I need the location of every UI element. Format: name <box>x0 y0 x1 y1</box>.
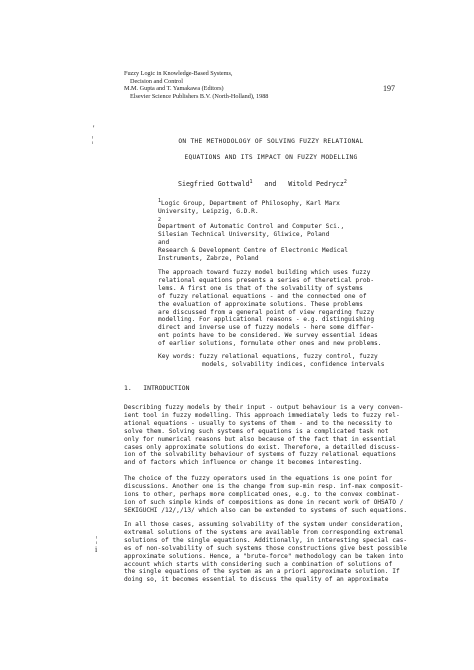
abstract <box>158 269 420 348</box>
paragraph-line: and of factors which influence or change it becomes interesting. <box>124 459 363 467</box>
body-paragraph <box>124 521 424 584</box>
abstract-line: direct and inverse use of fuzzy models - here some differ- <box>158 324 375 332</box>
abstract-line: ent points have to be considered. We survey essential ideas <box>158 332 378 340</box>
paragraph-line: es of non-solvability of such systems those constructions give best possible <box>124 544 408 552</box>
paragraph-line: ion of such simple kinds of compositions as done in recent work of OHSATO / <box>124 498 404 506</box>
paragraph-line: account which starts with considering such a combination of solutions of <box>124 560 393 568</box>
margin-mark: i <box>95 545 98 554</box>
paragraph-line: doing so, it becomes essential to discuss the quality of an approximate <box>124 576 389 584</box>
abstract-line: of earlier solutions, formulate other ones and new problems. <box>158 340 382 348</box>
header-line: Decision and Control <box>130 77 183 85</box>
abstract-line: modelling. For applicational reasons - e.g. distinguishing <box>158 316 375 324</box>
abstract-line: of fuzzy relational equations - and the connected one of <box>158 292 367 300</box>
paragraph-line: Describing fuzzy models by their input - output behaviour is a very conven- <box>124 404 404 411</box>
paragraph-line: the single equations of the system as an a priori approximate solution. If <box>124 568 400 576</box>
margin-mark: ¦ <box>92 135 94 144</box>
abstract-line: The approach toward fuzzy model building which uses fuzzy <box>158 269 371 276</box>
affiliation-line: Research & Development Centre of Electronic Medical <box>158 247 348 255</box>
abstract-line: are discussed from a general point of view regarding fuzzy <box>158 308 375 316</box>
author-superscript: 1 <box>249 179 253 185</box>
header-line: M.M. Gupta and T. Yamakawa (Editors) <box>124 85 224 93</box>
paragraph-line: approximate solutions. Hence, a "brute-force" methodology can be taken into <box>124 552 404 560</box>
affiliation-line: Instruments, Zabrze, Poland <box>158 255 259 263</box>
authors <box>178 179 347 188</box>
author-superscript: 2 <box>343 179 347 185</box>
affiliation-and: and <box>158 239 170 247</box>
affiliation-line: Logic Group, Department of Philosophy, Karl Marx <box>161 200 340 208</box>
affiliation-superscript: 1 <box>158 198 162 204</box>
author-name: Witold Pedrycz <box>288 180 344 189</box>
affiliations <box>158 197 408 263</box>
affiliation-line: Silesian Technical University, Gliwice, Poland <box>158 231 330 239</box>
paragraph-line: discussions. Another one is the change from sup-min resp. inf-max composit- <box>124 482 404 490</box>
paper-title-line2: EQUATIONS AND ITS IMPACT ON FUZZY MODELLING <box>184 154 358 161</box>
abstract-line: lems. A first one is that of the solvability of systems <box>158 284 363 292</box>
section-number: 1. <box>124 384 132 392</box>
paragraph-line: ion of the solvability behaviour of systems of fuzzy relational equations <box>124 451 396 459</box>
keywords <box>158 353 422 369</box>
body-paragraph <box>124 475 424 515</box>
author-name: Siegfried Gottwald <box>178 180 250 189</box>
affiliation-line: Department of Automatic Control and Computer Sci., <box>158 223 345 231</box>
paragraph-line: only for numerical reasons but also because of the fact that in essential <box>124 435 396 443</box>
book-header <box>124 70 364 100</box>
affiliation-line: University, Leipzig, G.D.R. <box>158 208 259 216</box>
header-line: Elsevier Science Publishers B.V. (North-Holland), 1988 <box>130 92 269 100</box>
body-paragraph <box>124 404 424 467</box>
margin-mark: ' <box>93 124 95 133</box>
paragraph-line: In all those cases, assuming solvability of the system under consideration, <box>124 521 404 528</box>
paragraph-line: ient tool in fuzzy modelling. This approach immediately leds to fuzzy rel- <box>124 411 400 419</box>
keywords-line: models, solvability indices, confidence intervals <box>202 360 385 368</box>
keywords-line: Key words: fuzzy relational equations, fuzzy control, fuzzy <box>158 353 378 360</box>
page-number: 197 <box>383 84 395 93</box>
abstract-line: the evaluation of approximate solutions. These problems <box>158 300 363 308</box>
paragraph-line: solve them. Solving such systems of equations is a complicated task not <box>124 427 389 435</box>
paragraph-line: SEKIGUCHI /12/,/13/ which also can be extended to systems of such equations. <box>124 506 408 514</box>
authors-and: and <box>264 180 277 189</box>
margin-mark: ¦ <box>96 535 98 544</box>
header-line: Fuzzy Logic in Knowledge-Based Systems, <box>124 70 233 77</box>
paragraph-line: extremal solutions of the systems are available from corresponding extremal <box>124 528 404 536</box>
paragraph-line: solutions of the single equations. Additionally, in interesting special cas- <box>124 536 408 544</box>
paragraph-line: The choice of the fuzzy operators used in the equations is one point for <box>124 475 393 482</box>
abstract-line: relational equations presents a series of theretical prob- <box>158 276 375 284</box>
section-title: INTRODUCTION <box>143 384 190 392</box>
affiliation-superscript: 2 <box>158 217 162 224</box>
paragraph-line: cases only approximate solutions do exist. Therefore, a detailled discuss- <box>124 443 400 451</box>
paragraph-line: ions to other, perhaps more complicated ones, e.g. to the convex combinat- <box>124 490 400 498</box>
paragraph-line: ational equations - usually to systems of them - and to the necessity to <box>124 419 393 427</box>
paper-title-line1: ON THE METHODOLOGY OF SOLVING FUZZY RELATIONAL <box>178 138 364 145</box>
section-heading <box>124 384 189 392</box>
